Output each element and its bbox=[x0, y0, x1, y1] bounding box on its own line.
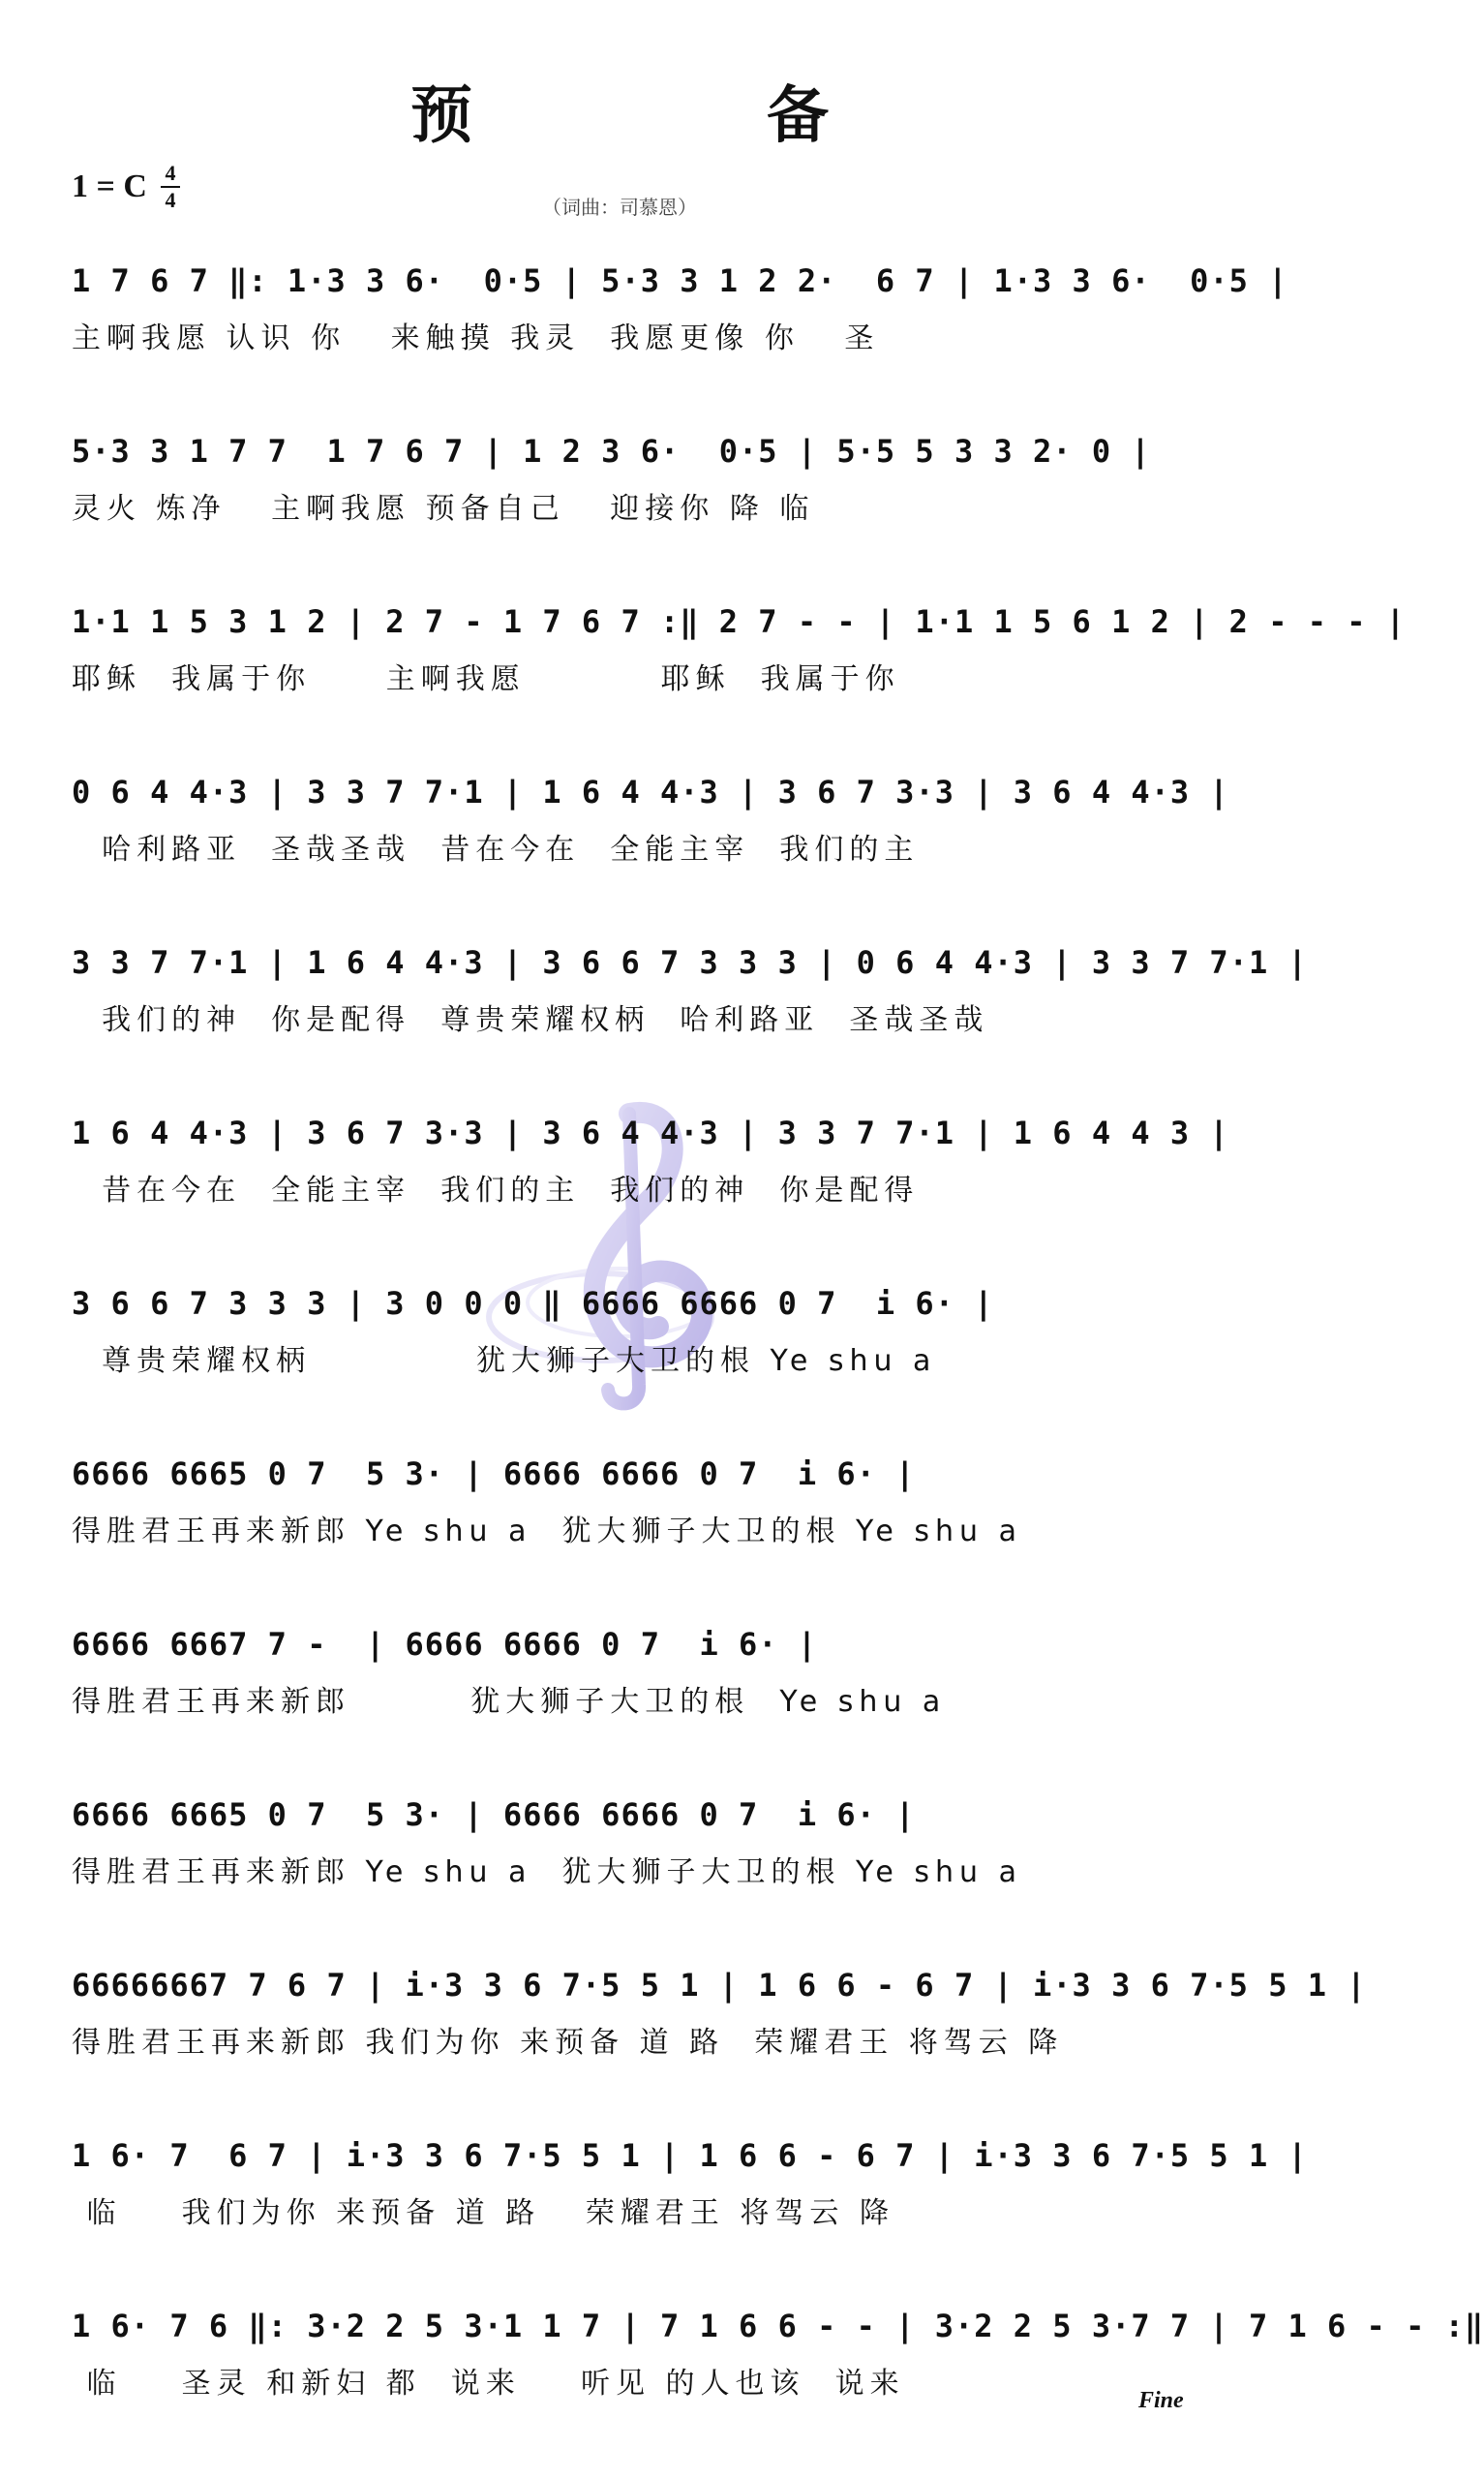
notation-line: 1·1 1 5 3 1 2 | 2 7 - 1 7 6 7 :‖ 2 7 - - | 1·1 1 5 6 1 2 | 2 - - - | bbox=[72, 603, 1407, 640]
notation-line: 6666 6665 0 7 5 3· | 6666 6666 0 7 i 6· | bbox=[72, 1455, 916, 1492]
lyrics-line: 临 我们为你 来预备 道 路 荣耀君王 将驾云 降 bbox=[72, 2196, 894, 2230]
lyrics-line: 得胜君王再来新郎 Ye shu a 犹大狮子大卫的根 Ye shu a bbox=[72, 1515, 1022, 1548]
notation-line: 1 6 4 4·3 | 3 6 7 3·3 | 3 6 4 4·3 | 3 3 7 7·1 | 1 6 4 4 3 | bbox=[72, 1115, 1229, 1151]
lyrics-line: 我们的神 你是配得 尊贵荣耀权柄 哈利路亚 圣哉圣哉 bbox=[72, 1003, 989, 1037]
notation-line: 0 6 4 4·3 | 3 3 7 7·1 | 1 6 4 4·3 | 3 6 7 3·3 | 3 6 4 4·3 | bbox=[72, 774, 1229, 811]
notation-line: 3 3 7 7·1 | 1 6 4 4·3 | 3 6 6 7 3 3 3 | 0 6 4 4·3 | 3 3 7 7·1 | bbox=[72, 944, 1308, 981]
lyrics-line: 哈利路亚 圣哉圣哉 昔在今在 全能主宰 我们的主 bbox=[72, 833, 920, 867]
lyrics-line: 临 圣灵 和新妇 都 说来 听见 的人也该 说来 bbox=[72, 2367, 905, 2401]
score-system bbox=[72, 1447, 1195, 1563]
lyrics-line: 得胜君王再来新郎 犹大狮子大卫的根 Ye shu a bbox=[72, 1685, 947, 1719]
notation-line: 3 6 6 7 3 3 3 | 3 0 0 0 ‖ 6666 6666 0 7 i 6· | bbox=[72, 1285, 994, 1322]
lyrics-line: 得胜君王再来新郎 我们为你 来预备 道 路 荣耀君王 将驾云 降 bbox=[72, 2026, 1064, 2060]
score-system bbox=[72, 1788, 1195, 1904]
score-system bbox=[72, 2128, 1308, 2245]
notation-line: 1 7 6 7 ‖: 1·3 3 6· 0·5 | 5·3 3 1 2 2· 6 7 | 1·3 3 6· 0·5 | bbox=[72, 262, 1288, 299]
lyrics-line: 得胜君王再来新郎 Ye shu a 犹大狮子大卫的根 Ye shu a bbox=[72, 1855, 1022, 1889]
lyrics-line: 昔在今在 全能主宰 我们的主 我们的神 你是配得 bbox=[72, 1174, 920, 1208]
score-system bbox=[72, 1106, 1229, 1222]
lyrics-line: 尊贵荣耀权柄 犹大狮子大卫的根 Ye shu a bbox=[72, 1344, 937, 1378]
score-system bbox=[72, 2299, 1484, 2415]
score-system bbox=[72, 1958, 1367, 2074]
score-system bbox=[72, 935, 1308, 1052]
score-system bbox=[72, 595, 1407, 711]
notation-line: 1 6· 7 6 ‖: 3·2 2 5 3·1 1 7 | 7 1 6 6 - - | 3·2 2 5 3·7 7 | 7 1 6 - - :‖ bbox=[72, 2308, 1484, 2344]
fine-mark: Fine bbox=[1138, 2388, 1184, 2413]
notation-line: 6666 6667 7 - | 6666 6666 0 7 i 6· | bbox=[72, 1626, 818, 1663]
lyrics-line: 耶稣 我属于你 主啊我愿 耶稣 我属于你 bbox=[72, 662, 900, 696]
score-system bbox=[72, 254, 1288, 370]
key-label: 1 = C bbox=[72, 168, 147, 204]
score-system bbox=[72, 1276, 1195, 1393]
lyrics-line: 主啊我愿 认识 你 来触摸 我灵 我愿更像 你 圣 bbox=[72, 321, 880, 355]
score-system bbox=[72, 424, 1195, 540]
score-system bbox=[72, 765, 1229, 881]
credit-line: （词曲：司慕恩） bbox=[542, 196, 697, 219]
notation-line: 5·3 3 1 7 7 1 7 6 7 | 1 2 3 6· 0·5 | 5·5 5 3 3 2· 0 | bbox=[72, 433, 1151, 470]
notation-line: 6666 6665 0 7 5 3· | 6666 6666 0 7 i 6· | bbox=[72, 1796, 916, 1833]
lyrics-line: 灵火 炼净 主啊我愿 预备自己 迎接你 降 临 bbox=[72, 492, 815, 526]
time-signature-bottom: 4 bbox=[165, 188, 176, 212]
notation-line: 66666667 7 6 7 | i·3 3 6 7·5 5 1 | 1 6 6 - 6 7 | i·3 3 6 7·5 5 1 | bbox=[72, 1967, 1367, 2004]
song-title: 预 备 bbox=[410, 80, 945, 152]
score-system bbox=[72, 1617, 1195, 1733]
time-signature-top: 4 bbox=[165, 161, 176, 185]
notation-line: 1 6· 7 6 7 | i·3 3 6 7·5 5 1 | 1 6 6 - 6 7 | i·3 3 6 7·5 5 1 | bbox=[72, 2137, 1308, 2174]
